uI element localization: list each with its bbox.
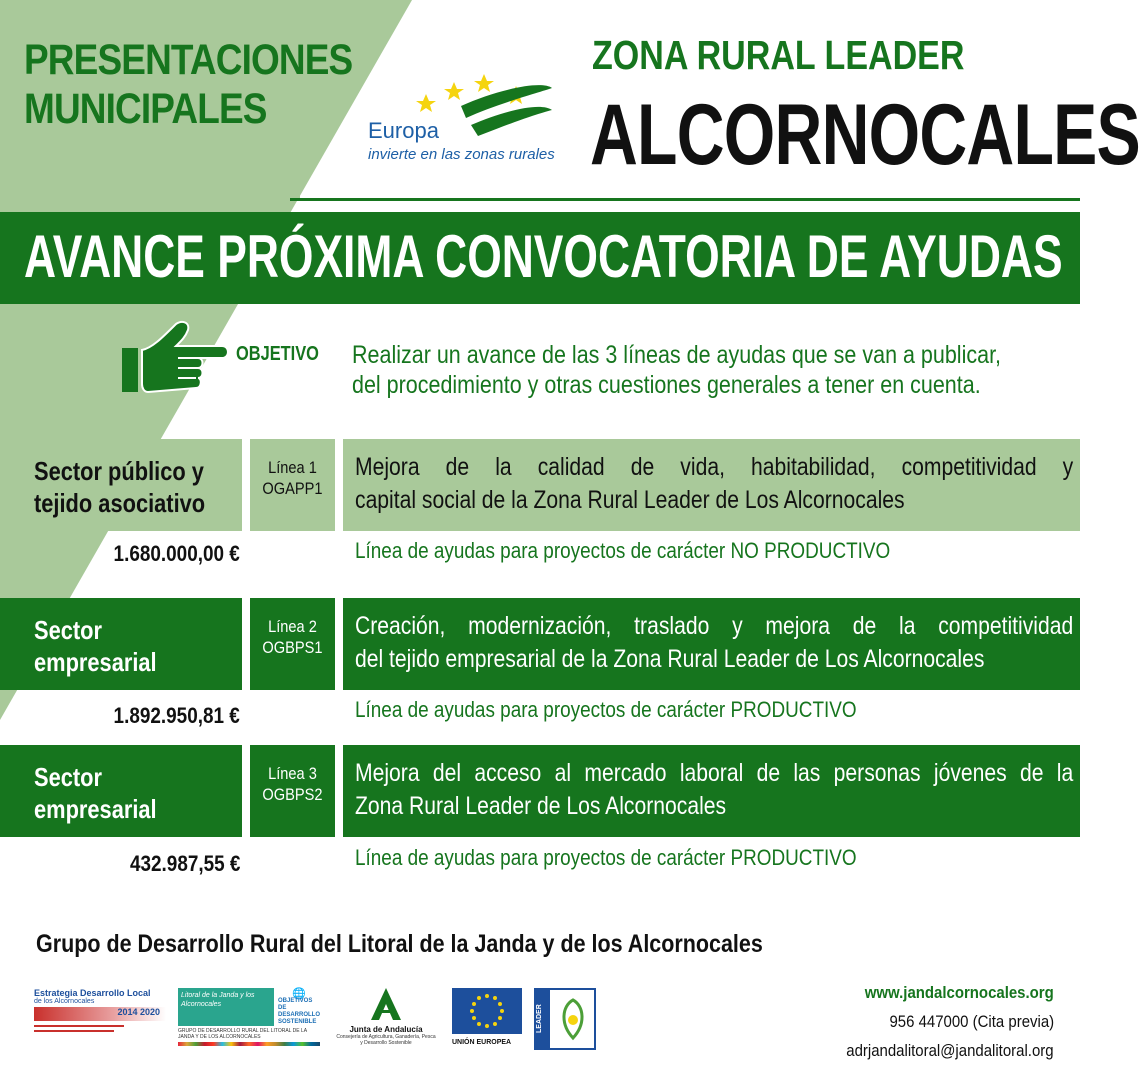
sector-box-line3 [0, 745, 242, 837]
sector-box-line2 [0, 598, 242, 690]
europa-title: Europa [368, 118, 439, 143]
amount-value: 1.680.000,00 € [113, 541, 240, 566]
sector-label: Sector público y [34, 456, 204, 486]
sector-label: empresarial [34, 647, 157, 677]
desc-line: Creación, modernización, traslado y mejora de la competitividad [355, 612, 1074, 640]
leader-logo [534, 988, 596, 1050]
tipo-line2: Línea de ayudas para proyectos de carácter PRODUCTIVO [355, 697, 857, 722]
objetivo-text-line1: Realizar un avance de las 3 líneas de ayudas que se van a publicar, [352, 341, 1002, 369]
estrategia-title: Estrategia Desarrollo Local [34, 988, 151, 998]
estrategia-underline [34, 1025, 124, 1027]
amount-value: 432.987,55 € [129, 851, 240, 876]
desc-box-1 [343, 439, 1080, 531]
sector-label: empresarial [34, 794, 157, 824]
amount-line1 [0, 541, 240, 567]
junta-logo [336, 988, 436, 1052]
globe-icon: 🌐 [292, 988, 306, 1000]
estrategia-underline [34, 1030, 114, 1032]
linea-number: Línea 3 [268, 764, 317, 783]
objetivo-label: OBJETIVO [236, 343, 319, 365]
amount-line2 [0, 703, 240, 729]
linea-box-3 [250, 745, 335, 837]
linea-number: Línea 1 [268, 458, 317, 477]
europa-subtitle: invierte en las zonas rurales [368, 146, 555, 163]
desc-line: del tejido empresarial de la Zona Rural Leader de Los Alcornocales [355, 645, 985, 673]
sector-label: tejido asociativo [34, 488, 206, 518]
amount-value: 1.892.950,81 € [113, 703, 240, 728]
tipo-line1: Línea de ayudas para proyectos de carácter NO PRODUCTIVO [355, 538, 891, 563]
linea-code: OGBPS1 [262, 638, 323, 657]
estrategia-years: 2014 2020 [34, 1007, 166, 1021]
phone-text [867, 1012, 1054, 1032]
desc-line: Mejora de la calidad de vida, habitabilidad, competitividad y [355, 453, 1074, 481]
litoral-ods-logo [178, 988, 320, 1052]
presentaciones-line1: PRESENTACIONES [24, 36, 353, 84]
website-text[interactable]: www.jandalcornocales.org [865, 983, 1054, 1002]
ods-badge [278, 988, 320, 1026]
banner-title: AVANCE PRÓXIMA CONVOCATORIA DE AYUDAS [24, 223, 1063, 290]
desc-line: capital social de la Zona Rural Leader de Los Alcornocales [355, 486, 905, 514]
linea-number: Línea 2 [268, 617, 317, 636]
presentaciones-line2: MUNICIPALES [24, 85, 267, 133]
ue-label: UNIÓN EUROPEA [452, 1039, 512, 1046]
amount-line3 [0, 851, 240, 877]
desc-line: Mejora del acceso al mercado laboral de las personas jóvenes de la [355, 759, 1074, 787]
leader-symbol-icon [554, 996, 592, 1042]
sector-label: Sector [34, 615, 102, 645]
desc-box-3 [343, 745, 1080, 837]
eu-flag-icon [452, 988, 522, 1034]
litoral-name: Litoral de la Janda y los Alcornocales [178, 988, 274, 1026]
alcornocales-title: ALCORNOCALES [590, 87, 1140, 183]
linea-box-1 [250, 439, 335, 531]
junta-a-icon [371, 988, 401, 1020]
desc-line: Zona Rural Leader de Los Alcornocales [355, 792, 727, 820]
pointing-hand-icon [118, 318, 230, 398]
zona-rural-leader-title: ZONA RURAL LEADER [592, 32, 965, 78]
tipo-line3: Línea de ayudas para proyectos de carácter PRODUCTIVO [355, 845, 857, 870]
leader-label: LEADER [536, 990, 550, 1048]
estrategia-logo [34, 988, 166, 1052]
objetivo-text [352, 340, 1057, 400]
ue-logo [452, 988, 524, 1052]
desc-box-2 [343, 598, 1080, 690]
ods-color-strip [178, 1042, 320, 1046]
header-divider [290, 198, 1080, 201]
estrategia-sub: de los Alcornocales [34, 998, 95, 1005]
email-link[interactable] [818, 1041, 1054, 1061]
grupo-label: GRUPO DE DESARROLLO RURAL DEL LITORAL DE LA JANDA Y DE LOS ALCORNOCALES [178, 1028, 307, 1040]
email-text[interactable]: adrjandalitoral@jandalitoral.org [846, 1041, 1054, 1060]
linea-code: OGBPS2 [262, 785, 323, 804]
website-link[interactable] [839, 983, 1054, 1003]
linea-box-2 [250, 598, 335, 690]
linea-code: OGAPP1 [262, 479, 323, 498]
junta-sub: Consejería de Agricultura, Ganadería, Pesca y Desarrollo Sostenible [336, 1034, 436, 1046]
phone-value: 956 447000 (Cita previa) [889, 1012, 1054, 1031]
objetivo-text-line2: del procedimiento y otras cuestiones generales a tener en cuenta. [352, 371, 981, 399]
junta-label: Junta de Andalucía [349, 1025, 423, 1034]
sector-label: Sector [34, 762, 102, 792]
footer-title: Grupo de Desarrollo Rural del Litoral de la Janda y de los Alcornocales [36, 930, 763, 958]
sector-box-line1 [0, 439, 242, 531]
presentaciones-title [24, 36, 353, 134]
ods-label: OBJETIVOS DE DESARROLLO SOSTENIBLE [278, 998, 320, 1025]
